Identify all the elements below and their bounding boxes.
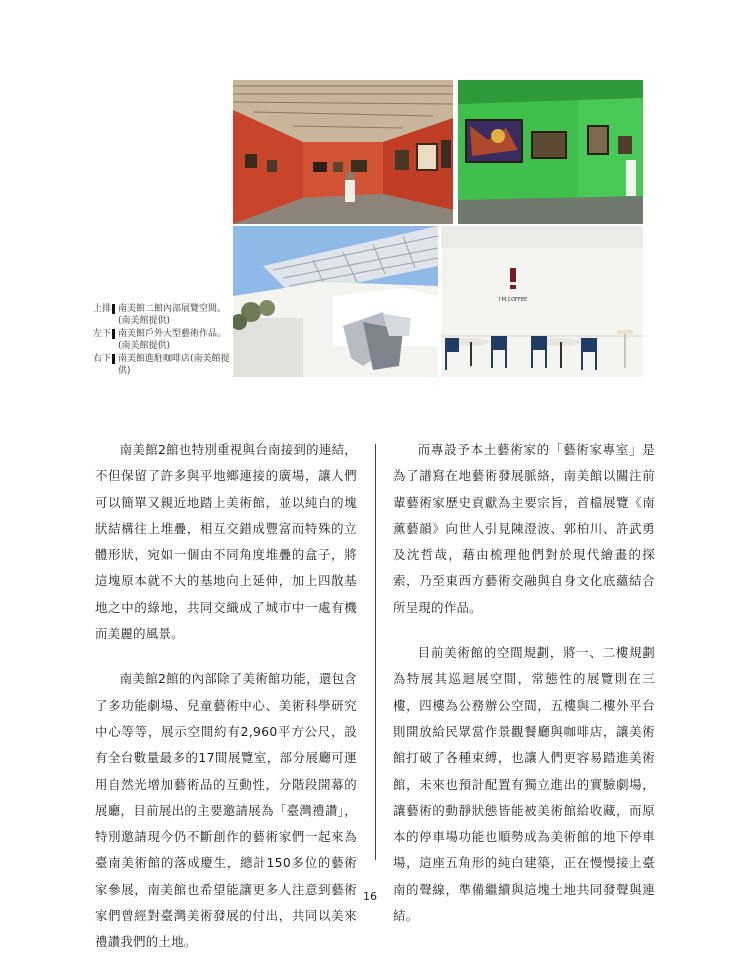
caption-item-bottom-right	[93, 353, 231, 378]
photo-red-gallery	[233, 80, 453, 224]
coffee-sign-text: I'M.COFFEE	[498, 297, 528, 303]
caption-label: 右下	[93, 353, 112, 364]
caption-item-bottom-left	[93, 328, 231, 353]
photo-exterior-artwork	[233, 226, 438, 377]
article-column-right	[393, 437, 655, 948]
caption-label: 左下	[93, 328, 112, 339]
page-number: 16	[363, 890, 377, 903]
caption-item-top	[93, 303, 231, 328]
paragraph: 目前美術館的空間規劃，將一、二樓規劃為特展其巡迴展空間，常態性的展覽則在三樓，四樓為公務辦公空間，五樓與二樓外平台則開放給民眾當作景觀餐廳與咖啡店，讓美術館打破了各種束縛，也讓人們更容易踏進美術館，未來也預計配置有獨立進出的實驗劇場，讓藝術的動靜狀態皆能被美術館給收藏，而原本的停車場功能也順勢成為美術館的地下停車場，這座五角形的純白建築，正在慢慢接上臺南的聲線，準備繼續與這塊土地共同發聲與連結。	[393, 645, 655, 924]
photo-caption	[93, 303, 231, 377]
photo-coffee-shop	[441, 226, 643, 377]
caption-text: 南美館二館內部展覽空間。(南美館提供)	[118, 304, 227, 327]
caption-marker-icon	[112, 304, 115, 314]
paragraph: 而專設予本土藝術家的「藝術家專室」是為了譜寫在地藝術發展脈絡，南美館以關注前輩藝術家歷史貢獻為主要宗旨，首檔展覽《南薰藝韻》向世人引見陳澄波、郭柏川、許武勇及沈哲哉，藉由梳理他們對於現代繪畫的探索，乃至東西方藝術交融與自身文化底蘊結合所呈現的作品。	[393, 442, 655, 615]
caption-label: 上排	[93, 304, 112, 314]
caption-text: 南美館進駐咖啡店(南美館提供)	[118, 353, 230, 377]
paragraph: 南美館2館也特別重視與台南接到的連結，不但保留了許多與平地鄉連接的廣場，讓人們可以簡單又親近地踏上美術館，並以純白的塊狀結構往上堆疊，相互交錯成豐富而特殊的立體形狀，宛如一個由不同角度堆疊的盒子，將這塊原本就不大的基地向上延伸，加上四散基地之中的綠地，共同交織成了城市中一處有機而美麗的風景。	[95, 442, 357, 642]
caption-text: 南美館戶外大型藝術作品。(南美館提供)	[118, 328, 227, 352]
photo-green-gallery	[458, 80, 643, 224]
caption-marker-icon	[112, 354, 115, 364]
column-divider	[375, 444, 376, 860]
paragraph: 南美館2館的內部除了美術館功能，還包含了多功能劇場、兒童藝術中心、美術科學研究中心等等，展示空間約有2,960平方公尺，設有全台數量最多的17間展覽室，部分展廳可運用自然光增加藝術品的互動性，分階段開幕的展廳，目前展出的主要邀請展為「臺灣禮讚」，特別邀請現今仍不斷創作的藝術家們一起來為臺南美術館的落成慶生，總計150多位的藝術家參展，南美館也希望能讓更多人注意到藝術家們曾經對臺灣美術發展的付出，共同以美來禮讚我們的土地。	[95, 671, 357, 950]
caption-marker-icon	[112, 329, 115, 339]
